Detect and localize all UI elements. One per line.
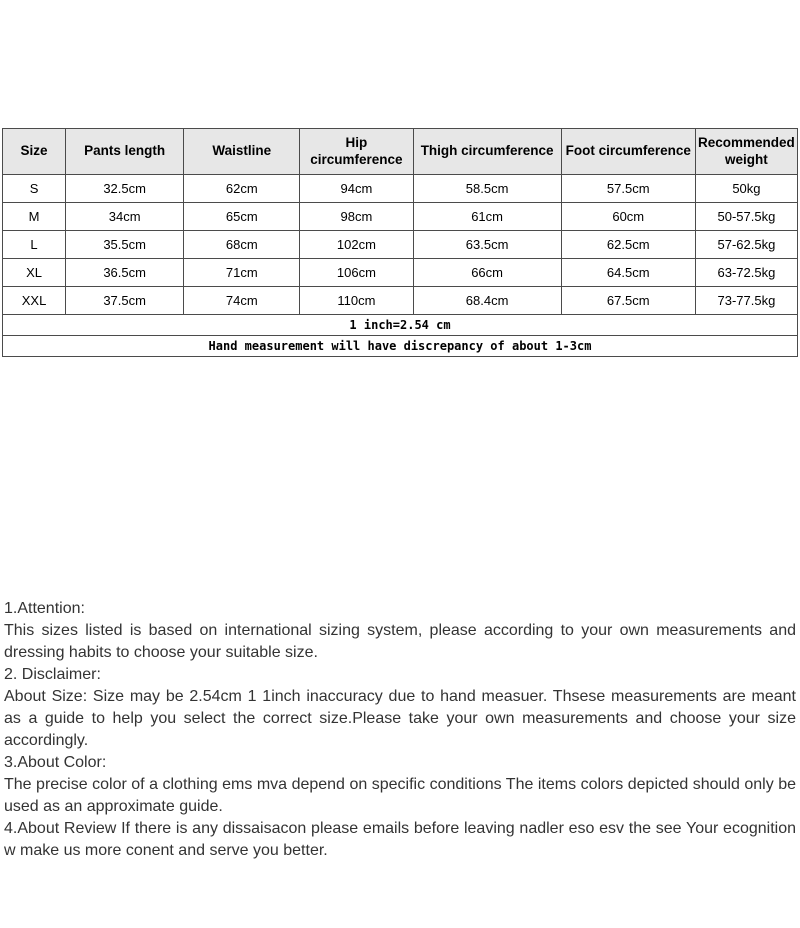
thigh-circumference-value: 68.4cm (413, 287, 561, 315)
column-header-pants-length: Pants length (66, 129, 184, 175)
pants-length-value: 34cm (66, 203, 184, 231)
header-row (3, 129, 798, 175)
foot-circumference-value: 64.5cm (561, 259, 695, 287)
thigh-circumference-value: 61cm (413, 203, 561, 231)
foot-circumference-value: 67.5cm (561, 287, 695, 315)
pants-length-value: 32.5cm (66, 175, 184, 203)
size-label: XL (3, 259, 66, 287)
waistline-value: 65cm (184, 203, 300, 231)
size-label: XXL (3, 287, 66, 315)
foot-circumference-value: 57.5cm (561, 175, 695, 203)
hip-circumference-value: 94cm (300, 175, 413, 203)
foot-circumference-value: 60cm (561, 203, 695, 231)
recommended-weight-value: 63-72.5kg (695, 259, 797, 287)
size-chart-page (0, 128, 800, 928)
waistline-value: 74cm (184, 287, 300, 315)
size-label: L (3, 231, 66, 259)
column-header-recommended-weight: Recommended weight (695, 129, 797, 175)
waistline-value: 62cm (184, 175, 300, 203)
table-row-l (3, 231, 798, 259)
waistline-value: 68cm (184, 231, 300, 259)
attention-text: This sizes listed is based on international sizing system, please according to your own measurements and dressing habits to choose your suitable size. (4, 622, 796, 661)
thigh-circumference-value: 66cm (413, 259, 561, 287)
about-color-text: The precise color of a clothing ems mva depend on specific conditions The items colors depicted should only be used as an approximate guide. (4, 776, 796, 815)
attention-heading: 1.Attention: (4, 600, 85, 617)
column-header-thigh-circumference: Thigh circumference (413, 129, 561, 175)
pants-length-value: 37.5cm (66, 287, 184, 315)
about-review-text: 4.About Review If there is any dissaisacon please emails before leaving nadler eso esv the see Your ecognition w make us more conent and serve you better. (4, 820, 796, 859)
table-row-s (3, 175, 798, 203)
inch-conversion-note: 1 inch=2.54 cm (3, 315, 798, 336)
table-row-xxl (3, 287, 798, 315)
recommended-weight-value: 50kg (695, 175, 797, 203)
size-chart-table (2, 128, 798, 357)
column-header-hip-circumference: Hip circumference (300, 129, 413, 175)
table-row-m (3, 203, 798, 231)
product-notes (4, 598, 796, 862)
recommended-weight-value: 57-62.5kg (695, 231, 797, 259)
measurement-note-row (3, 336, 798, 357)
hip-circumference-value: 102cm (300, 231, 413, 259)
thigh-circumference-value: 58.5cm (413, 175, 561, 203)
size-label: S (3, 175, 66, 203)
column-header-foot-circumference: Foot circumference (561, 129, 695, 175)
pants-length-value: 36.5cm (66, 259, 184, 287)
pants-length-value: 35.5cm (66, 231, 184, 259)
recommended-weight-value: 73-77.5kg (695, 287, 797, 315)
table-row-xl (3, 259, 798, 287)
disclaimer-text: About Size: Size may be 2.54cm 1 1inch inaccuracy due to hand measuer. Thsese measurements are meant as a guide to help you select the correct size.Please take your own measurements and choose your size accordingly. (4, 688, 796, 749)
foot-circumference-value: 62.5cm (561, 231, 695, 259)
recommended-weight-value: 50-57.5kg (695, 203, 797, 231)
hip-circumference-value: 98cm (300, 203, 413, 231)
about-color-heading: 3.About Color: (4, 754, 107, 771)
thigh-circumference-value: 63.5cm (413, 231, 561, 259)
column-header-waistline: Waistline (184, 129, 300, 175)
conversion-note-row (3, 315, 798, 336)
disclaimer-heading: 2. Disclaimer: (4, 666, 101, 683)
waistline-value: 71cm (184, 259, 300, 287)
hip-circumference-value: 106cm (300, 259, 413, 287)
hand-measurement-note: Hand measurement will have discrepancy of about 1-3cm (3, 336, 798, 357)
column-header-size: Size (3, 129, 66, 175)
size-label: M (3, 203, 66, 231)
hip-circumference-value: 110cm (300, 287, 413, 315)
